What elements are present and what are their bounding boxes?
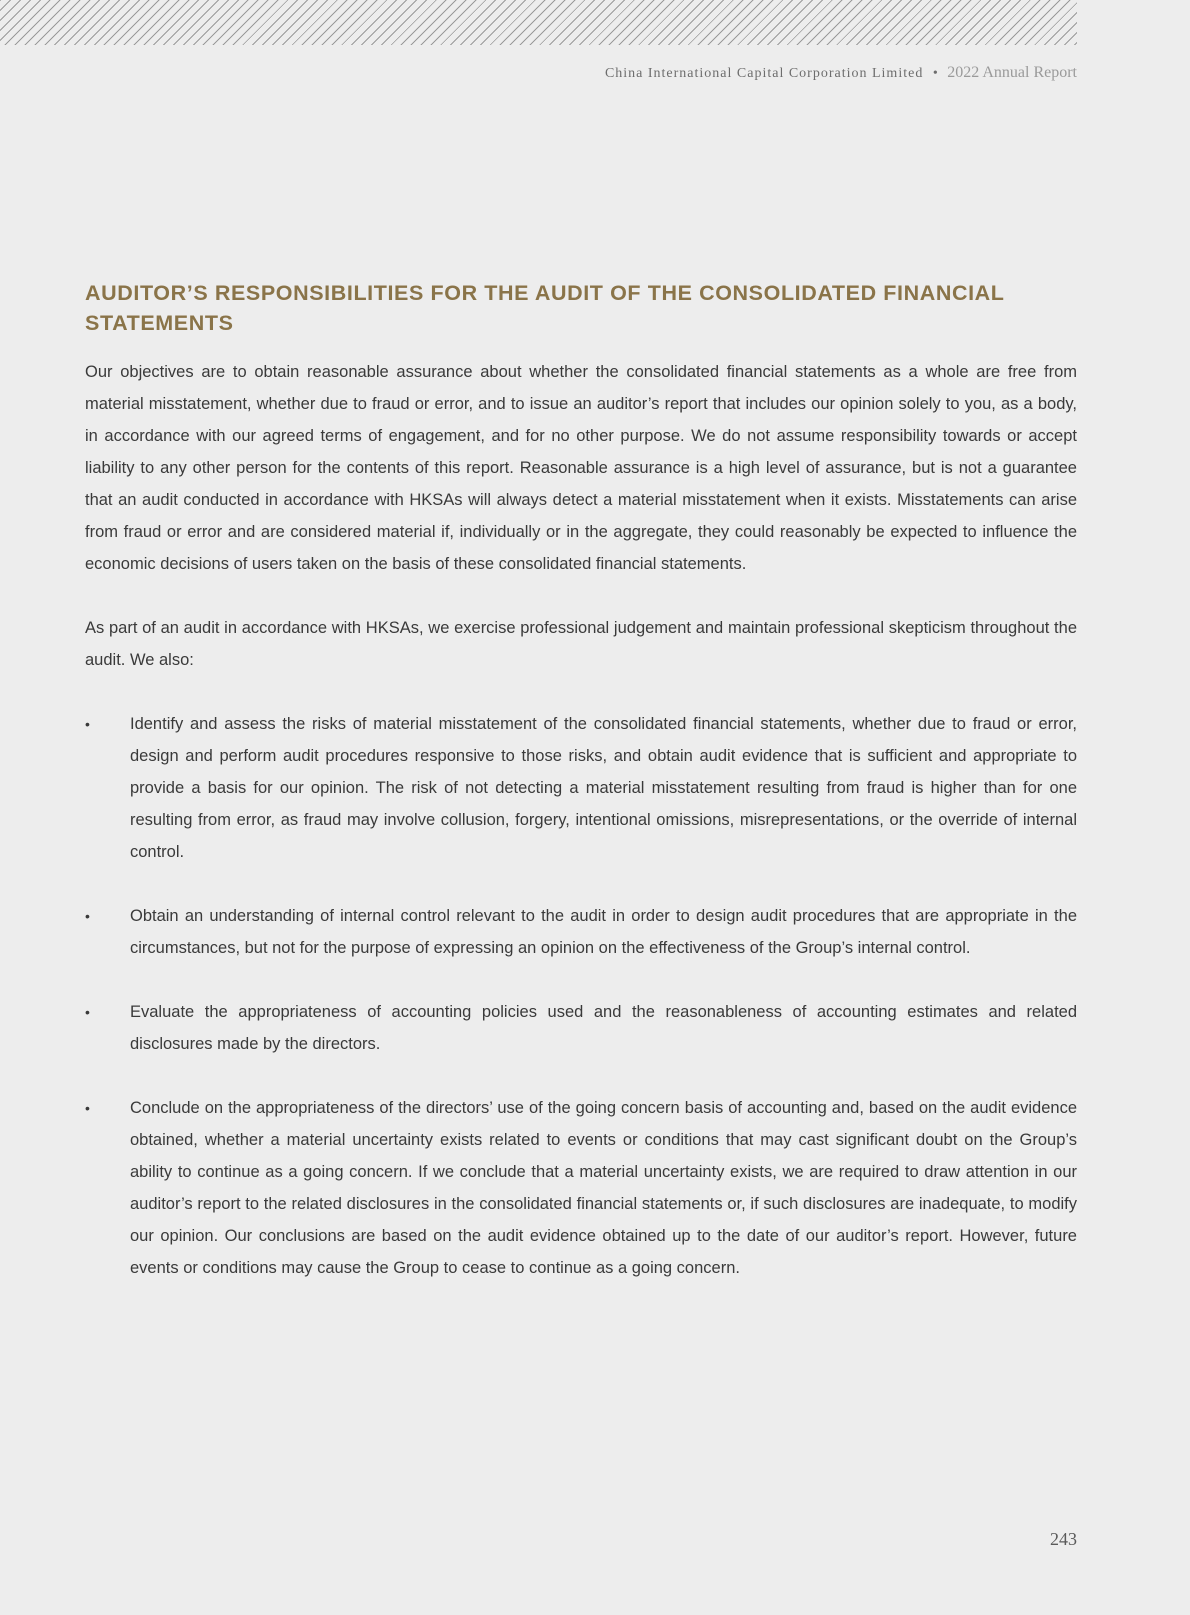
list-item-text: Identify and assess the risks of material misstatement of the consolidated financial statements, whether due to fraud or error, design and perform audit procedures responsive to those risks, and obtain audit evidence that is sufficient and appropriate to provide a basis for our opinion. The risk of not detecting a material misstatement resulting from fraud is higher than for one resulting from error, as fraud may involve collusion, forgery, intentional omissions, misrepresentations, or the override of internal control.	[130, 715, 1077, 861]
list-item-text: Conclude on the appropriateness of the directors’ use of the going concern basis of accounting and, based on the audit evidence obtained, whether a material uncertainty exists related to events or conditions that may cast significant doubt on the Group’s ability to continue as a going concern. If we conclude that a material uncertainty exists, we are required to draw attention in our auditor’s report to the related disclosures in the consolidated financial statements or, if such disclosures are inadequate, to modify our opinion. Our conclusions are based on the audit evidence obtained up to the date of our auditor’s report. However, future events or conditions may cause the Group to cease to continue as a going concern.	[130, 1099, 1077, 1277]
report-title: 2022 Annual Report	[947, 64, 1077, 81]
running-header	[605, 64, 1077, 82]
list-item	[85, 1092, 1077, 1284]
list-item	[85, 996, 1077, 1060]
list-item-text: Obtain an understanding of internal control relevant to the audit in order to design audit procedures that are appropriate in the circumstances, but not for the purpose of expressing an opinion on the effectiveness of the Group’s internal control.	[130, 907, 1077, 957]
bullet-icon: •	[85, 1004, 90, 1020]
company-name: China International Capital Corporation Limited	[604, 66, 924, 81]
list-item	[85, 708, 1077, 868]
responsibilities-list	[85, 708, 1077, 1284]
list-item	[85, 900, 1077, 964]
list-item-text: Evaluate the appropriateness of accounting policies used and the reasonableness of accounting estimates and related disclosures made by the directors.	[130, 1003, 1077, 1053]
paragraph-audit-intro: As part of an audit in accordance with HKSAs, we exercise professional judgement and maintain professional skepticism throughout the audit. We also:	[85, 619, 1077, 669]
page-number: 243	[1050, 1529, 1077, 1549]
paragraph-objectives: Our objectives are to obtain reasonable assurance about whether the consolidated financial statements as a whole are free from material misstatement, whether due to fraud or error, and to issue an auditor’s report that includes our opinion solely to you, as a body, in accordance with our agreed terms of engagement, and for no other purpose. We do not assume responsibility towards or accept liability to any other person for the contents of this report. Reasonable assurance is a high level of assurance, but is not a guarantee that an audit conducted in accordance with HKSAs will always detect a material misstatement when it exists. Misstatements can arise from fraud or error and are considered material if, individually or in the aggregate, they could reasonably be expected to influence the economic decisions of users taken on the basis of these consolidated financial statements.	[85, 363, 1077, 573]
main-content	[85, 278, 1077, 1316]
header-hatch-band	[0, 0, 1077, 45]
header-separator: •	[932, 66, 938, 81]
bullet-icon: •	[85, 908, 90, 924]
bullet-icon: •	[85, 1100, 90, 1116]
bullet-icon: •	[85, 716, 90, 732]
section-title: AUDITOR’S RESPONSIBILITIES FOR THE AUDIT OF THE CONSOLIDATED FINANCIAL STATEMENTS	[85, 281, 1005, 335]
